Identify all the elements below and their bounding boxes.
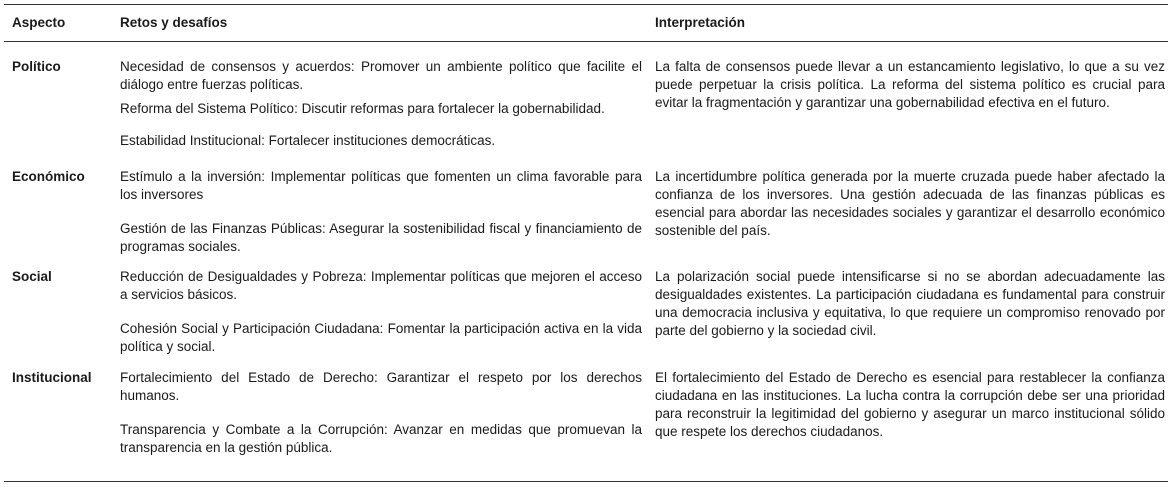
row-challenge: Reforma del Sistema Político: Discutir reformas para fortalecer la gobernabilidad.: [120, 101, 605, 116]
row-aspect: Institucional: [12, 370, 92, 385]
row-challenge: Estímulo a la inversión: Implementar políticas que fomenten un clima favorable para los inversores: [120, 169, 642, 202]
row-challenge: Reducción de Desigualdades y Pobreza: Implementar políticas que mejoren el acceso a servicios básicos.: [120, 269, 642, 302]
row-aspect: Social: [12, 269, 52, 284]
row-interpretation: La incertidumbre política generada por la muerte cruzada puede haber afectado la confianza de los inversores. Una gestión adecuada de las finanzas públicas es esencial para abordar las necesidades sociales y garantizar el desarrollo económico sostenible del país.: [655, 169, 1165, 238]
table-header: [4, 5, 1168, 41]
row-challenge: Fortalecimiento del Estado de Derecho: Garantizar el respeto por los derechos humanos.: [120, 370, 642, 403]
row-interpretation: El fortalecimiento del Estado de Derecho es esencial para restablecer la confianza ciudadana en las instituciones. La lucha contra la corrupción debe ser una prioridad para reconstruir la legitimidad del gobierno y asegurar un marco institucional sólido que respete los derechos ciudadanos.: [655, 370, 1165, 439]
row-aspect: Político: [12, 59, 61, 74]
row-interpretation: La polarización social puede intensificarse si no se abordan adecuadamente las desigualdades existentes. La participación ciudadana es fundamental para construir una democracia inclusiva y equitativa, lo que requiere un compromiso renovado por parte del gobierno y la sociedad civil.: [655, 269, 1165, 338]
row-interpretation: La falta de consensos puede llevar a un estancamiento legislativo, lo que a su vez puede perpetuar la crisis política. La reforma del sistema político es crucial para evitar la fragmentación y garantizar una gobernabilidad efectiva en el futuro.: [655, 59, 1165, 110]
table-bottom-rule: [4, 481, 1168, 482]
row-challenge: Necesidad de consensos y acuerdos: Promover un ambiente político que facilite el diálogo entre fuerzas políticas.: [120, 59, 642, 92]
row-challenge: Transparencia y Combate a la Corrupción: Avanzar en medidas que promuevan la transparencia en la gestión pública.: [120, 422, 642, 455]
data-table: [4, 4, 1168, 455]
header-aspect: Aspecto: [12, 15, 66, 30]
row-challenge: Estabilidad Institucional: Fortalecer instituciones democráticas.: [120, 133, 496, 148]
row-challenge: Gestión de las Finanzas Públicas: Asegurar la sostenibilidad fiscal y financiamiento de programas sociales.: [120, 221, 642, 254]
table-header-rule: [4, 41, 1168, 42]
header-challenges: Retos y desafíos: [120, 15, 228, 30]
row-aspect: Económico: [12, 169, 85, 184]
row-challenge: Cohesión Social y Participación Ciudadana: Fomentar la participación activa en la vida política y social.: [120, 321, 642, 354]
header-interpretation: Interpretación: [655, 15, 746, 30]
